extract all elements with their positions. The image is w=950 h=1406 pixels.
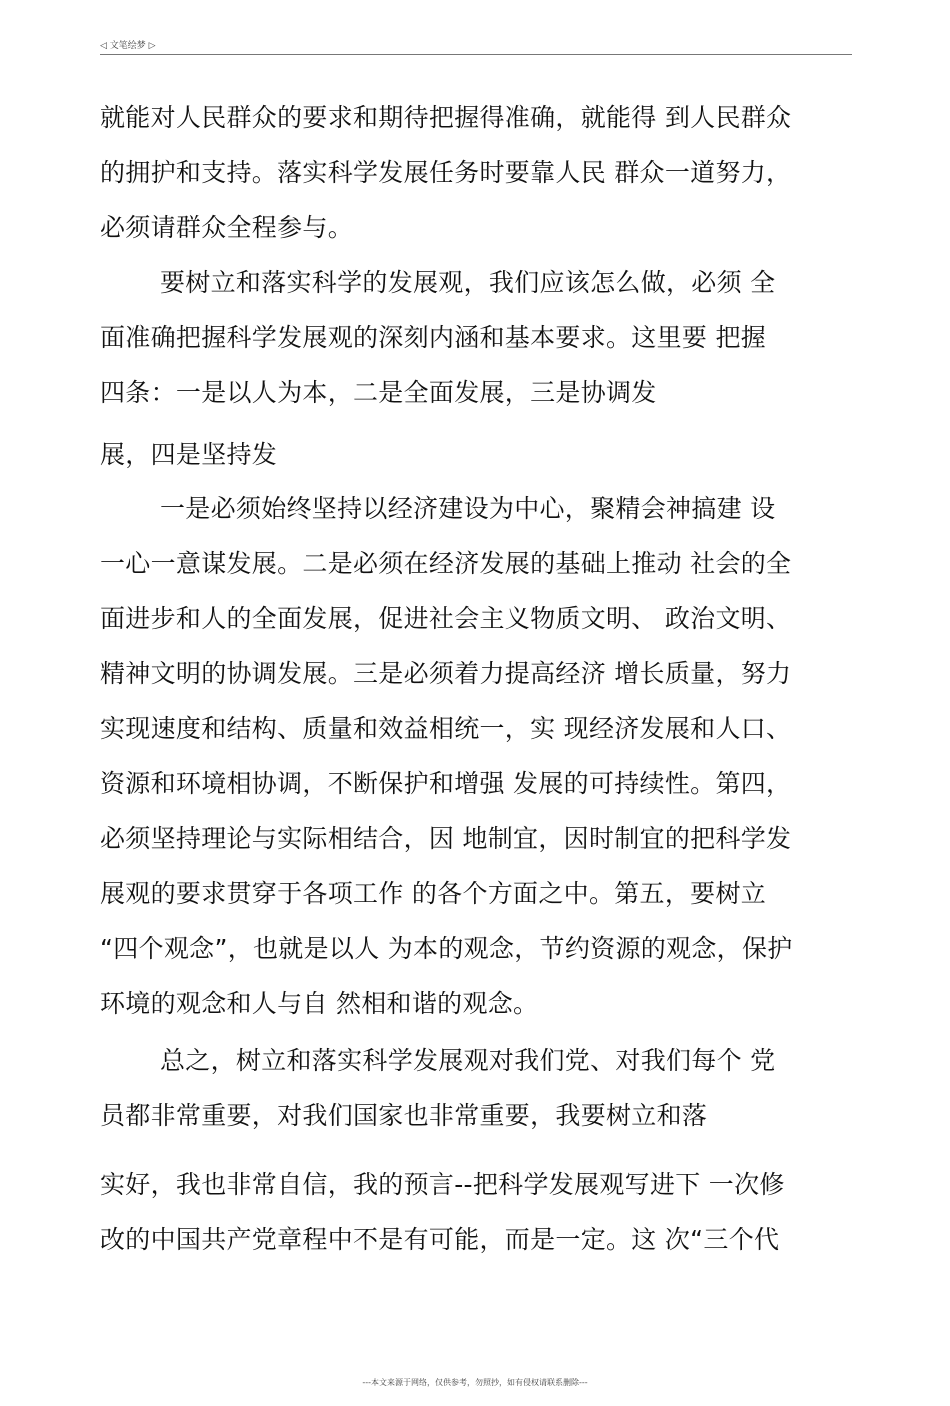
text-line: 实好，我也非常自信，我的预言--把科学发展观写进下 一次修	[100, 1170, 785, 1199]
text-line: 一是必须始终坚持以经济建设为中心，聚精会神搞建 设	[160, 494, 776, 523]
text-line: 面进步和人的全面发展，促进社会主义物质文明、 政治文明、	[100, 604, 792, 633]
text-line: 实现速度和结构、质量和效益相统一，实 现经济发展和人口、	[100, 714, 792, 743]
text-line: 展，四是坚持发	[100, 440, 278, 469]
text-line: 精神文明的协调发展。三是必须着力提高经济 增长质量，努力	[100, 659, 792, 688]
text-line: 资源和环境相协调，不断保护和增强 发展的可持续性。第四，	[100, 769, 792, 798]
text-line: 必须坚持理论与实际相结合，因 地制宜，因时制宜的把科学发	[100, 824, 792, 853]
text-line: 环境的观念和人与自 然相和谐的观念。	[100, 989, 539, 1018]
text-line: 员都非常重要，对我们国家也非常重要，我要树立和落	[100, 1101, 708, 1130]
page-footer: ---本文来源于网络，仅供参考，勿照抄，如有侵权请联系删除---	[362, 1378, 588, 1387]
text-line: 展观的要求贯穿于各项工作 的各个方面之中。第五，要树立	[100, 879, 767, 908]
text-line: 的拥护和支持。落实科学发展任务时要靠人民 群众一道努力，	[100, 158, 792, 187]
text-line: 一心一意谋发展。二是必须在经济发展的基础上推动 社会的全	[100, 549, 792, 578]
text-line: 要树立和落实科学的发展观，我们应该怎么做，必须 全	[160, 268, 776, 297]
text-line: “四个观念”，也就是以人 为本的观念，节约资源的观念，保护	[100, 934, 793, 963]
text-line: 就能对人民群众的要求和期待把握得准确，就能得 到人民群众	[100, 103, 792, 132]
text-line: 改的中国共产党章程中不是有可能，而是一定。这 次“三个代	[100, 1225, 780, 1254]
page-header: ◁ 文笔绘梦 ▷	[100, 41, 156, 51]
text-line: 四条：一是以人为本，二是全面发展，三是协调发	[100, 378, 657, 407]
text-line: 面准确把握科学发展观的深刻内涵和基本要求。这里要 把握	[100, 323, 767, 352]
text-line: 必须请群众全程参与。	[100, 213, 354, 242]
header-divider	[100, 54, 852, 55]
text-line: 总之，树立和落实科学发展观对我们党、对我们每个 党	[160, 1046, 776, 1075]
